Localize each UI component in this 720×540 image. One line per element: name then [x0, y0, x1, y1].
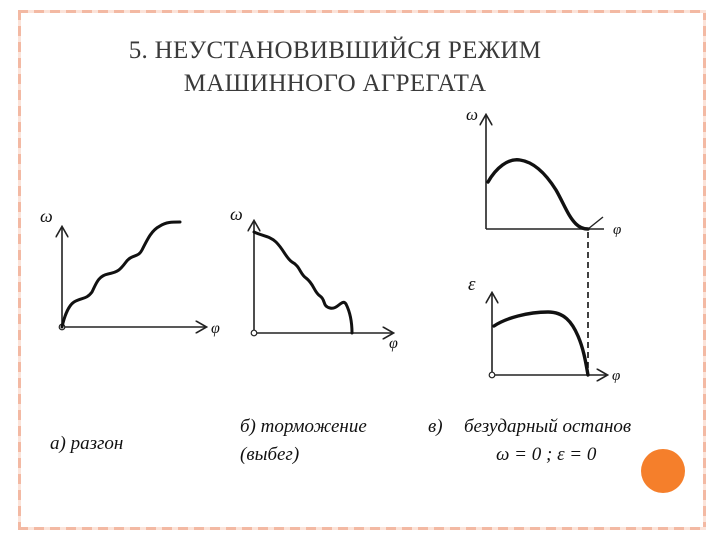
caption-coasting: (выбег) — [240, 444, 300, 465]
title-line-1: 5. НЕУСТАНОВИВШИЙСЯ РЕЖИМ — [128, 37, 542, 64]
graph-v-epsilon-curve — [494, 312, 588, 375]
graph-v-epsilon-x-label: φ — [612, 368, 621, 384]
graph-v-epsilon-y-label: ε — [468, 274, 476, 295]
graph-v-omega-y-label: ω — [466, 105, 479, 124]
graph-v-epsilon — [468, 274, 620, 384]
graph-v-omega-x-label: φ — [613, 222, 622, 238]
graph-v-omega — [466, 105, 621, 238]
graph-a-x-label: φ — [211, 320, 220, 337]
graph-b-curve — [254, 232, 352, 333]
caption-braking: б) торможение — [240, 416, 367, 437]
caption-stop-condition: ω = 0 ; ε = 0 — [496, 444, 597, 465]
graph-a-curve — [62, 222, 180, 327]
graph-b-braking — [230, 204, 398, 352]
graph-v-omega-curve — [488, 160, 588, 229]
caption-shockless-stop: безударный останов — [464, 416, 632, 437]
caption-acceleration: а) разгон — [50, 433, 124, 454]
graph-b-x-label: φ — [389, 335, 398, 352]
graph-a-acceleration — [40, 206, 220, 337]
graph-b-y-label: ω — [230, 204, 243, 224]
title-line-2: МАШИННОГО АГРЕГАТА — [183, 70, 487, 97]
caption-v-letter: в) — [428, 416, 443, 437]
accent-circle — [641, 449, 685, 493]
graph-a-y-label: ω — [40, 206, 53, 226]
graph-v-omega-x-tail — [588, 217, 603, 229]
graph-v-epsilon-origin — [489, 372, 495, 378]
graph-b-origin — [251, 330, 257, 336]
